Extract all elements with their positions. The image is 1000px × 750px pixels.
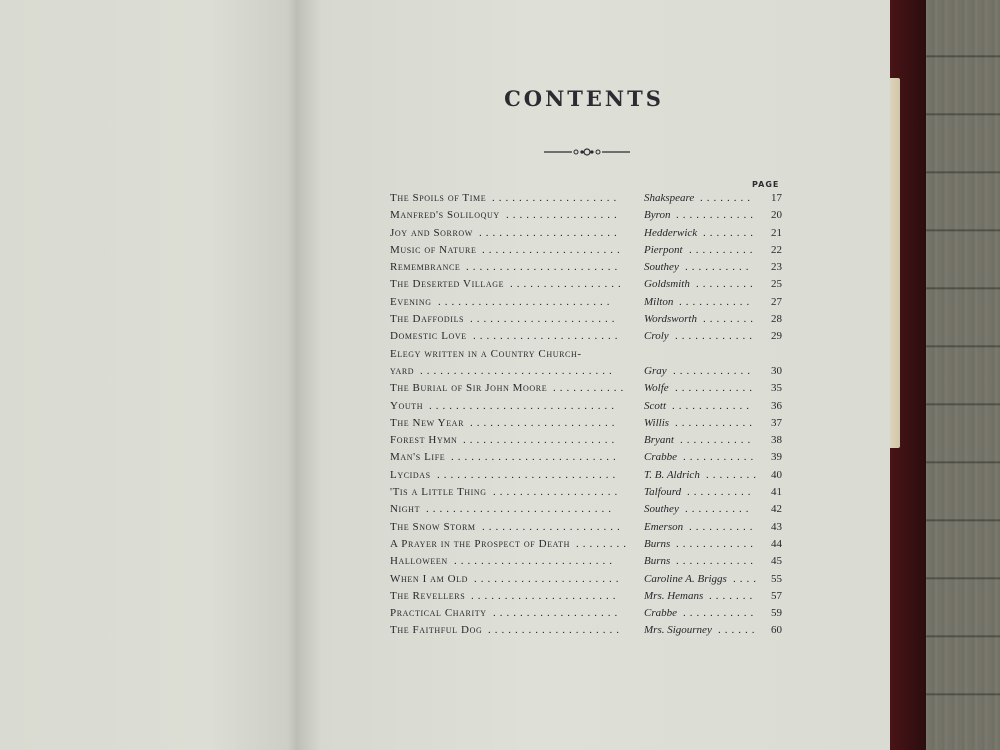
entry-title: The New Year bbox=[390, 416, 465, 429]
leader-dots: ........ bbox=[703, 313, 757, 326]
entry-author: Goldsmith bbox=[644, 278, 690, 291]
contents-entry bbox=[390, 346, 782, 363]
entry-title: Practical Charity bbox=[390, 607, 487, 620]
entry-title: Remembrance bbox=[390, 261, 461, 274]
contents-entry bbox=[390, 415, 782, 432]
entry-author: Talfourd bbox=[644, 486, 682, 499]
entry-page-number: 28 bbox=[771, 313, 782, 326]
leader-dots: ........... bbox=[679, 295, 754, 308]
entry-title: Music of Nature bbox=[390, 243, 477, 256]
leader-dots: ........... bbox=[553, 382, 628, 395]
leader-dots: ...................... bbox=[470, 416, 619, 429]
leader-dots: .......................... bbox=[438, 295, 614, 308]
entry-title: A Prayer in the Prospect of Death bbox=[390, 537, 570, 550]
leader-dots: ............................. bbox=[420, 364, 616, 377]
contents-entry bbox=[390, 294, 782, 311]
leader-dots: ............................ bbox=[429, 399, 618, 412]
entry-page-number: 36 bbox=[771, 399, 782, 412]
contents-entry bbox=[390, 519, 782, 536]
leader-dots: ............ bbox=[675, 416, 756, 429]
entry-page-number: 20 bbox=[771, 209, 782, 222]
contents-entry bbox=[390, 207, 782, 224]
contents-entry bbox=[390, 588, 782, 605]
contents-entry bbox=[390, 311, 782, 328]
contents-entry bbox=[390, 432, 782, 449]
entry-author: Byron bbox=[644, 209, 671, 222]
entry-title: Domestic Love bbox=[390, 330, 467, 343]
contents-entry bbox=[390, 398, 782, 415]
entry-author: Wolfe bbox=[644, 382, 669, 395]
leader-dots: ..................... bbox=[482, 243, 624, 256]
leader-dots: ............ bbox=[672, 399, 753, 412]
contents-entry bbox=[390, 242, 782, 259]
entry-author: Wordsworth bbox=[644, 313, 697, 326]
entry-page-number: 59 bbox=[771, 607, 782, 620]
entry-page-number: 22 bbox=[771, 243, 782, 256]
entry-title: Lycidas bbox=[390, 468, 431, 481]
leader-dots: ........ bbox=[703, 226, 757, 239]
entry-page-number: 25 bbox=[771, 278, 782, 291]
ornament-flourish-icon bbox=[544, 146, 630, 158]
leader-dots: ...................... bbox=[471, 589, 620, 602]
contents-entry bbox=[390, 484, 782, 501]
entry-author: Gray bbox=[644, 364, 667, 377]
entry-author: Croly bbox=[644, 330, 669, 343]
leader-dots: ...................... bbox=[470, 313, 619, 326]
entry-page-number: 55 bbox=[771, 572, 782, 585]
entry-author: Burns bbox=[644, 555, 671, 568]
leader-dots: ............ bbox=[673, 364, 754, 377]
left-page bbox=[0, 0, 300, 750]
entry-page-number: 21 bbox=[771, 226, 782, 239]
entry-author: Burns bbox=[644, 537, 671, 550]
entry-title: Youth bbox=[390, 399, 424, 412]
entry-page-number: 17 bbox=[771, 192, 782, 204]
entry-title: Halloween bbox=[390, 555, 448, 568]
entry-author: Pierpont bbox=[644, 243, 683, 256]
leader-dots: ....................... bbox=[463, 434, 619, 447]
leader-dots: ....................... bbox=[466, 261, 622, 274]
leader-dots: .......... bbox=[685, 503, 753, 516]
contents-entry bbox=[390, 536, 782, 553]
leader-dots: ............ bbox=[675, 382, 756, 395]
entry-page-number: 44 bbox=[771, 537, 782, 550]
contents-list bbox=[390, 190, 782, 640]
entry-author: T. B. Aldrich bbox=[644, 468, 700, 481]
entry-page-number: 40 bbox=[771, 468, 782, 481]
leader-dots: ........ bbox=[576, 537, 630, 550]
contents-entry bbox=[390, 190, 782, 207]
entry-title: The Faithful Dog bbox=[390, 624, 483, 637]
leader-dots: .................... bbox=[488, 624, 623, 637]
entry-author: Caroline A. Briggs bbox=[644, 572, 727, 585]
contents-entry bbox=[390, 622, 782, 639]
entry-title: Evening bbox=[390, 295, 432, 308]
entry-title: Night bbox=[390, 503, 421, 516]
contents-entry bbox=[390, 449, 782, 466]
leader-dots: .... bbox=[733, 572, 760, 585]
entry-page-number: 37 bbox=[771, 416, 782, 429]
leader-dots: ........... bbox=[683, 607, 758, 620]
leader-dots: ................... bbox=[493, 486, 622, 499]
entry-author: Hedderwick bbox=[644, 226, 698, 239]
page-title: CONTENTS bbox=[504, 86, 664, 111]
entry-author: Southey bbox=[644, 503, 679, 516]
leader-dots: ....... bbox=[709, 589, 757, 602]
leader-dots: .......... bbox=[689, 520, 757, 533]
entry-page-number: 43 bbox=[771, 520, 782, 533]
leader-dots: ..................... bbox=[479, 226, 621, 239]
leader-dots: ...................... bbox=[474, 572, 623, 585]
leader-dots: ............ bbox=[676, 537, 757, 550]
entry-page-number: 45 bbox=[771, 555, 782, 568]
entry-title: The Revellers bbox=[390, 589, 466, 602]
entry-author: Crabbe bbox=[644, 607, 677, 620]
contents-entry bbox=[390, 553, 782, 570]
leader-dots: ............ bbox=[676, 555, 757, 568]
entry-author: Mrs. Sigourney bbox=[644, 624, 712, 637]
contents-entry bbox=[390, 605, 782, 622]
leader-dots: ........... bbox=[683, 451, 758, 464]
contents-entry bbox=[390, 501, 782, 518]
entry-author: Crabbe bbox=[644, 451, 677, 464]
leader-dots: ........ bbox=[700, 192, 754, 204]
leader-dots: ........................ bbox=[454, 555, 616, 568]
entry-page-number: 38 bbox=[771, 434, 782, 447]
entry-title: Manfred's Soliloquy bbox=[390, 209, 500, 222]
leader-dots: ......... bbox=[696, 278, 757, 291]
entry-author: Scott bbox=[644, 399, 666, 412]
entry-page-number: 27 bbox=[771, 295, 782, 308]
contents-entry bbox=[390, 467, 782, 484]
entry-author: Shakspeare bbox=[644, 192, 695, 204]
entry-title: The Daffodils bbox=[390, 313, 465, 326]
entry-title: Elegy written in a Country Church- bbox=[390, 347, 582, 360]
entry-author: Mrs. Hemans bbox=[644, 589, 704, 602]
leader-dots: ..................... bbox=[482, 520, 624, 533]
contents-entry bbox=[390, 328, 782, 345]
leader-dots: ...... bbox=[718, 624, 759, 637]
entry-page-number: 35 bbox=[771, 382, 782, 395]
entry-title: The Burial of Sir John Moore bbox=[390, 382, 548, 395]
leader-dots: ........................... bbox=[437, 468, 620, 481]
leader-dots: ................. bbox=[506, 209, 621, 222]
leader-dots: .......... bbox=[687, 486, 755, 499]
contents-entry bbox=[390, 259, 782, 276]
entry-title: yard bbox=[390, 364, 415, 377]
leader-dots: ................... bbox=[492, 192, 621, 204]
leader-dots: ................... bbox=[493, 607, 622, 620]
entry-page-number: 41 bbox=[771, 486, 782, 499]
entry-page-number: 57 bbox=[771, 589, 782, 602]
page-column-label: PAGE bbox=[752, 180, 780, 189]
contents-entry bbox=[390, 276, 782, 293]
entry-author: Bryant bbox=[644, 434, 674, 447]
contents-entry bbox=[390, 225, 782, 242]
contents-entry bbox=[390, 571, 782, 588]
leader-dots: ............ bbox=[676, 209, 757, 222]
leader-dots: ...................... bbox=[473, 330, 622, 343]
entry-author: Southey bbox=[644, 261, 679, 274]
entry-title: When I am Old bbox=[390, 572, 469, 585]
entry-title: The Deserted Village bbox=[390, 278, 505, 291]
leader-dots: ........ bbox=[706, 468, 760, 481]
entry-author: Emerson bbox=[644, 520, 684, 533]
entry-page-number: 60 bbox=[771, 624, 782, 637]
entry-page-number: 30 bbox=[771, 364, 782, 377]
leader-dots: .......... bbox=[685, 261, 753, 274]
entry-title: Joy and Sorrow bbox=[390, 226, 473, 239]
leader-dots: ........... bbox=[680, 434, 755, 447]
entry-author: Willis bbox=[644, 416, 670, 429]
entry-title: 'Tis a Little Thing bbox=[390, 486, 487, 499]
entry-title: The Snow Storm bbox=[390, 520, 476, 533]
entry-title: Forest Hymn bbox=[390, 434, 458, 447]
leader-dots: .......... bbox=[689, 243, 757, 256]
entry-title: The Spoils of Time bbox=[390, 192, 487, 204]
entry-page-number: 29 bbox=[771, 330, 782, 343]
contents-entry bbox=[390, 363, 782, 380]
leader-dots: ................. bbox=[510, 278, 625, 291]
entry-page-number: 39 bbox=[771, 451, 782, 464]
entry-page-number: 23 bbox=[771, 261, 782, 274]
leader-dots: ............ bbox=[675, 330, 756, 343]
leader-dots: ............................ bbox=[426, 503, 615, 516]
entry-author: Milton bbox=[644, 295, 674, 308]
entry-page-number: 42 bbox=[771, 503, 782, 516]
leader-dots: ......................... bbox=[451, 451, 620, 464]
contents-entry bbox=[390, 380, 782, 397]
entry-title: Man's Life bbox=[390, 451, 446, 464]
